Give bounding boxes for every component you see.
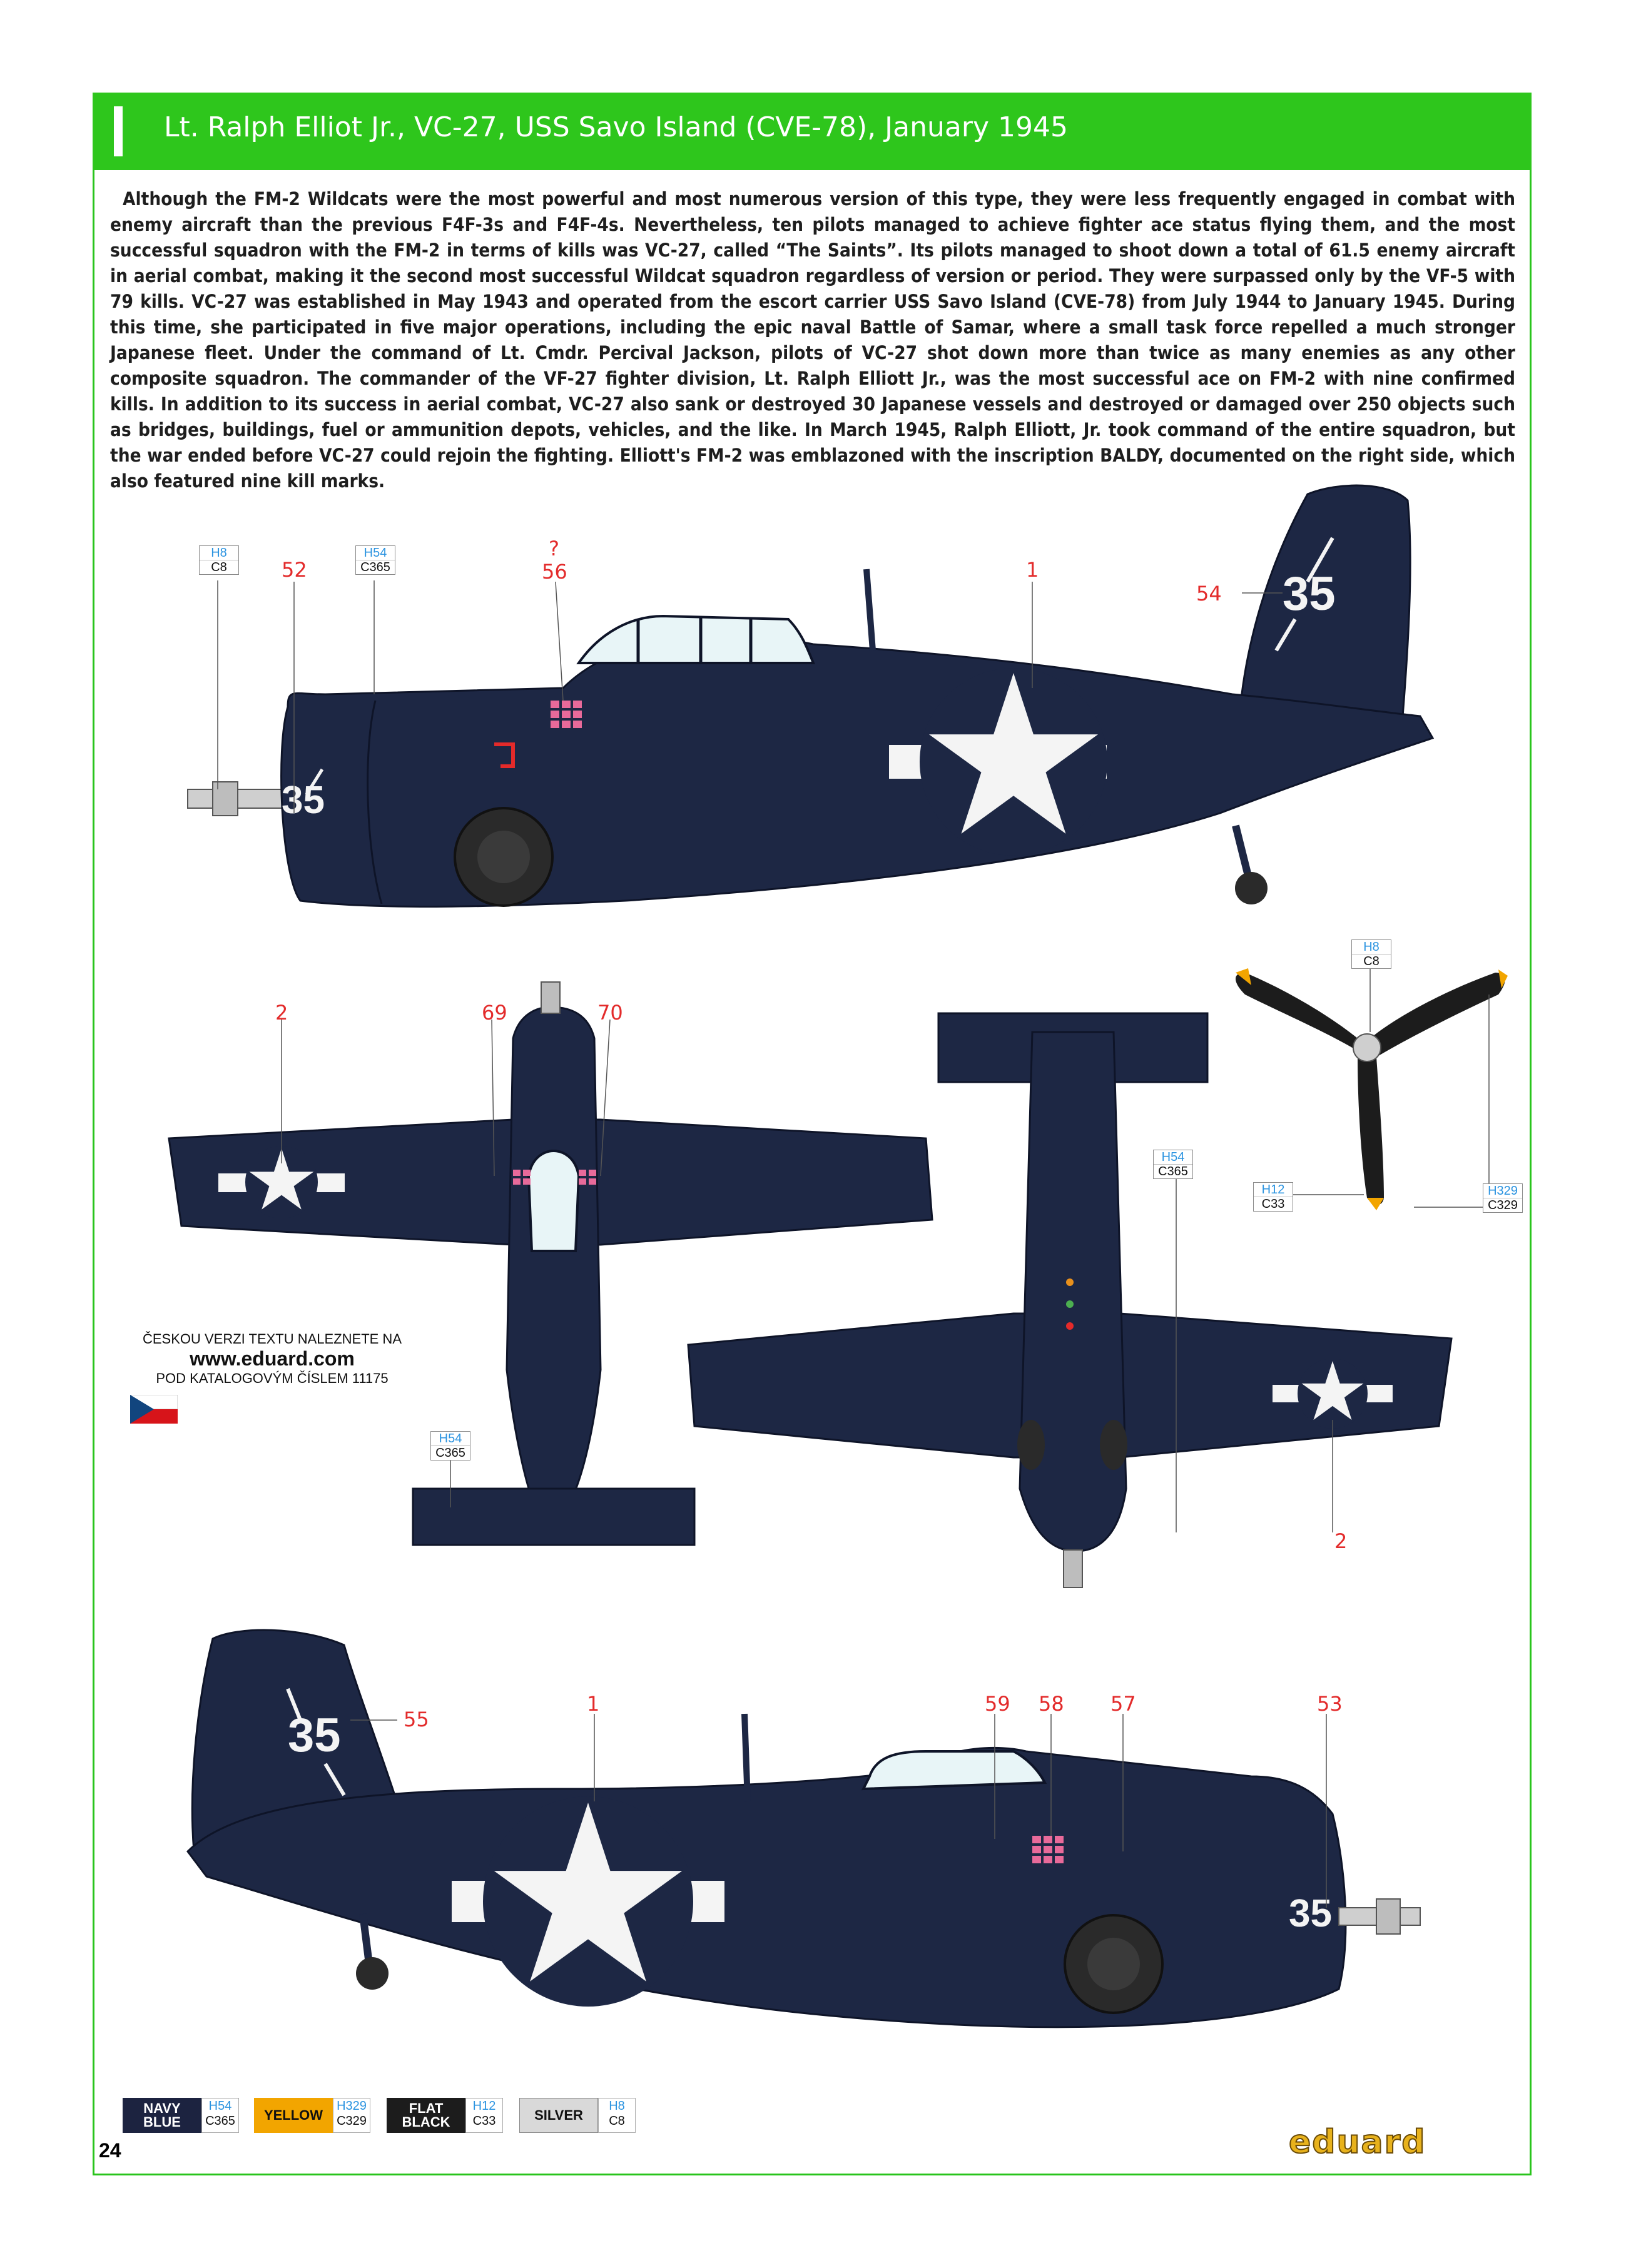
- callout-53: 53: [1317, 1692, 1343, 1716]
- legend-codes-navy-blue: H54 C365: [201, 2098, 239, 2133]
- color-legend-flat-black: [387, 2098, 503, 2133]
- czech-flag-icon: [130, 1395, 178, 1424]
- legend-swatch-silver: SILVER: [519, 2098, 598, 2133]
- bottom-view: [688, 1013, 1451, 1587]
- callout-1-right: 1: [587, 1692, 600, 1716]
- code-box-navy-underside: H54 C365: [1153, 1150, 1193, 1179]
- propeller: [1236, 968, 1508, 1210]
- czech-note-catalog: POD KATALOGOVÝM ČÍSLEM 11175: [156, 1370, 389, 1386]
- code-box-black-blade: H12 C33: [1253, 1182, 1293, 1212]
- history-paragraph: Although the FM-2 Wildcats were the most powerful and most numerous version of this type, they were less frequently engaged in combat with enemy aircraft than the previous F4F-3s and F4F-4s. Nevertheless, ten pilots managed to achieve fighter ace status flying them, and the most successful squadron with the FM-2 in terms of kills was VC-27, called “The Saints”. Its pilots managed to shoot down a total of 61.5 enemy aircraft in aerial combat, making it the second most successful Wildcat squadron regardless of version or period. They were surpassed only by the VF-5 with 79 kills. VC-27 was established in May 1943 and operated from the escort carrier USS Savo Island (CVE-78) from July 1944 to January 1945. During this time, she participated in five major operations, including the epic naval Battle of Samar, where a small task force repelled a much stronger Japanese fleet. Under the command of Lt. Cmdr. Percival Jackson, pilots of VC-27 shot down more than twice as many enemies as any other composite squadron. The commander of the VF-27 fighter division, Lt. Ralph Elliott Jr., was the most successful ace on FM-2 with nine confirmed kills. In addition to its success in aerial combat, VC-27 also sank or destroyed 30 Japanese vessels and destroyed or damaged over 250 objects such as bridges, buildings, fuel or ammunition depots, vehicles, and the like. In March 1945, Ralph Elliott, Jr. took command of the entire squadron, but the war ended before VC-27 could rejoin the fighting. Elliott's FM-2 was emblazoned with the inscription BALDY, documented on the right side, which also featured nine kill marks.: [110, 188, 1515, 492]
- svg-text:35: 35: [1283, 567, 1336, 620]
- legend-swatch-navy-blue: NAVY BLUE: [123, 2098, 201, 2133]
- callout-1-left: 1: [1026, 558, 1039, 582]
- callout-57: 57: [1110, 1692, 1136, 1716]
- page-title: Lt. Ralph Elliot Jr., VC-27, USS Savo Island (CVE-78), January 1945: [164, 111, 1068, 143]
- callout-59: 59: [985, 1692, 1010, 1716]
- legend-swatch-yellow: YELLOW: [254, 2098, 333, 2133]
- callout-2-top: 2: [275, 1001, 288, 1025]
- czech-note-url[interactable]: www.eduard.com: [190, 1347, 355, 1370]
- callout-69: 69: [482, 1001, 507, 1025]
- czech-version-note: [125, 1331, 419, 1387]
- color-legend-yellow: [254, 2098, 370, 2133]
- code-box-silver-nose: H8 C8: [199, 545, 239, 575]
- svg-text:35: 35: [282, 779, 325, 822]
- callout-question: ?: [549, 537, 559, 560]
- color-legend: [123, 2098, 239, 2133]
- code-box-silver-hub: H8 C8: [1351, 939, 1391, 969]
- right-side-profile: [188, 1630, 1420, 2027]
- callout-52: 52: [282, 558, 307, 582]
- legend-codes-yellow: H329 C329: [333, 2098, 370, 2133]
- legend-codes-silver: H8 C8: [598, 2098, 636, 2133]
- callout-55: 55: [404, 1708, 429, 1731]
- legend-swatch-flat-black: FLAT BLACK: [387, 2098, 465, 2133]
- page-number: 24: [99, 2139, 121, 2162]
- code-box-navy-cowl: H54 C365: [355, 545, 395, 575]
- callout-2-bottom: 2: [1334, 1529, 1348, 1553]
- color-legend-silver: [519, 2098, 636, 2133]
- code-box-navy-upper: H54 C365: [430, 1431, 470, 1461]
- callout-70: 70: [597, 1001, 623, 1025]
- czech-note-line1: ČESKOU VERZI TEXTU NALEZNETE NA: [142, 1331, 402, 1347]
- svg-text:35: 35: [1289, 1892, 1332, 1935]
- top-view: [169, 982, 932, 1545]
- callout-56: 56: [542, 560, 567, 584]
- callout-54: 54: [1196, 582, 1222, 605]
- eduard-logo: eduard: [1289, 2124, 1426, 2161]
- code-box-yellow-tip: H329 C329: [1483, 1183, 1523, 1213]
- legend-codes-flat-black: H12 C33: [465, 2098, 503, 2133]
- callout-58: 58: [1039, 1692, 1064, 1716]
- svg-text:35: 35: [288, 1709, 341, 1762]
